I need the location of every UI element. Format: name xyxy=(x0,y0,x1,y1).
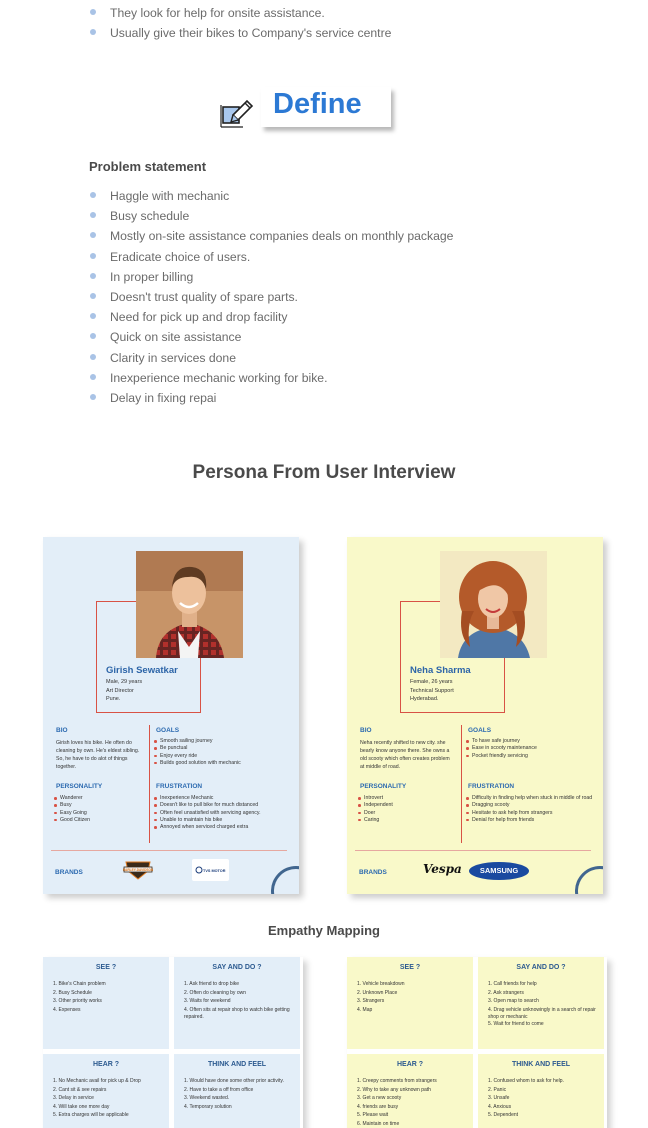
list-item: 2. Cant sit & see repairs xyxy=(53,1086,107,1093)
quadrant-list xyxy=(184,1078,296,1112)
list-item: They look for help for onsite assistance. xyxy=(89,6,391,26)
personality-title: PERSONALITY xyxy=(56,783,103,790)
list-item: Builds good solution with mechanic xyxy=(153,760,293,767)
personality-list xyxy=(357,795,447,824)
list-item: Hesitate to ask help from strangers xyxy=(465,810,597,817)
list-item: 1. No Mechanic avail for pick up & Drop xyxy=(53,1078,141,1084)
list-item: Difficulty in finding help when stuck in middle of road xyxy=(465,795,597,802)
quadrant-title: THINK AND FEEL xyxy=(207,1061,267,1068)
list-item: Enjoy every ride xyxy=(153,753,293,760)
list-item: 5. Wait for friend to come xyxy=(488,1020,544,1027)
define-section-header xyxy=(219,87,394,131)
brands-title: BRANDS xyxy=(359,869,387,876)
list-item: Annoyed when serviced charged extra xyxy=(153,824,295,831)
list-item: Inexperience mechanic working for bike. xyxy=(89,371,453,391)
list-item: In proper billing xyxy=(89,270,453,290)
persona-role: Art Director xyxy=(106,687,134,694)
harley-davidson-logo xyxy=(123,859,153,881)
list-item: 4. Map xyxy=(357,1006,373,1013)
list-item: Clarity in services done xyxy=(89,351,453,371)
list-item: Doer xyxy=(357,810,447,817)
persona-role: Technical Support xyxy=(410,687,454,694)
harley-logo-text: HARLEY-DAVIDSON xyxy=(123,868,153,872)
divider xyxy=(149,725,150,843)
bio-title: BIO xyxy=(56,727,68,734)
quadrant-title: HEAR ? xyxy=(396,1061,424,1068)
decorative-arc xyxy=(43,537,63,577)
hear-quadrant xyxy=(43,1054,169,1128)
persona-card-neha xyxy=(347,537,603,894)
quadrant-title: SEE ? xyxy=(95,964,117,971)
list-item: Often feel unsatisfied with servicing agency. xyxy=(153,810,295,817)
list-item: 2. Unknown Place xyxy=(357,989,398,996)
list-item: 5. Dependent xyxy=(488,1112,519,1118)
list-item: 4. Drag vehicle unknowingly in a search of repair shop or mechanic xyxy=(488,1006,596,1020)
bio-title: BIO xyxy=(360,727,372,734)
quadrant-list xyxy=(53,981,165,1015)
goals-list xyxy=(153,738,293,767)
say-do-quadrant xyxy=(478,957,604,1049)
list-item: 3. Strangers xyxy=(357,998,385,1004)
list-item: 1. Ask friend to drop bike xyxy=(184,981,240,987)
list-item: 2. Busy Schedule xyxy=(53,989,92,996)
divider xyxy=(461,725,462,843)
list-item: 6. Maintain on time xyxy=(357,1120,400,1127)
quadrant-title: THINK AND FEEL xyxy=(511,1061,571,1068)
quadrant-title: SAY AND DO ? xyxy=(516,964,566,971)
list-item: Dragging scooty xyxy=(465,802,597,809)
list-item: Easy Going xyxy=(53,810,143,817)
divider xyxy=(355,850,591,851)
persona-age: Female, 26 years xyxy=(410,679,453,685)
list-item: Independent xyxy=(357,802,447,809)
list-item: Smooth sailing journey xyxy=(153,738,293,745)
empathy-map-neha xyxy=(347,957,607,1128)
quadrant-list xyxy=(488,1078,600,1121)
avatar xyxy=(440,551,547,658)
list-item: Denial for help from friends xyxy=(465,817,597,824)
tvs-logo-text: TVS MOTOR xyxy=(203,869,226,873)
list-item: 1. Call friends for help xyxy=(488,981,537,987)
decorative-arc xyxy=(271,866,299,894)
frustration-list xyxy=(153,795,295,831)
personality-title: PERSONALITY xyxy=(360,783,407,790)
define-title: Define xyxy=(261,87,391,127)
divider xyxy=(51,850,287,851)
quadrant-list xyxy=(357,1078,469,1128)
see-quadrant xyxy=(347,957,473,1049)
quadrant-list xyxy=(53,1078,165,1121)
list-item: Need for pick up and drop facility xyxy=(89,310,453,330)
list-item: Pocket friendly servicing xyxy=(465,753,597,760)
goals-title: GOALS xyxy=(468,727,492,734)
problem-statement-heading: Problem statement xyxy=(89,159,207,174)
list-item: 1. Would have done some other prior activity. xyxy=(184,1078,284,1084)
frustration-title: FRUSTRATION xyxy=(468,783,515,790)
list-item: Ease in scooty maintenance xyxy=(465,745,597,752)
avatar xyxy=(136,551,243,658)
quadrant-title: SAY AND DO ? xyxy=(212,964,262,971)
list-item: 4. Expenses xyxy=(53,1006,81,1013)
list-item: Busy xyxy=(53,802,143,809)
bio-text: Girish loves his bike. He often do cleaning by own. He's eldest sibling. So, he have to do alot of things together. xyxy=(56,740,140,770)
list-item: 3. Get a new scooty xyxy=(357,1095,402,1101)
see-quadrant xyxy=(43,957,169,1049)
persona-name: Neha Sharma xyxy=(410,665,471,676)
persona-info xyxy=(410,678,454,704)
persona-city: Hyderabad. xyxy=(410,696,439,702)
list-item: Good Citizen xyxy=(53,817,143,824)
brands-title: BRANDS xyxy=(55,869,83,876)
persona-name: Girish Sewatkar xyxy=(106,665,178,676)
goals-list xyxy=(465,738,597,760)
decorative-arc xyxy=(347,537,367,577)
tvs-logo xyxy=(192,859,229,881)
empathy-heading: Empathy Mapping xyxy=(268,923,380,938)
list-item: Doesn't trust quality of spare parts. xyxy=(89,290,453,310)
think-feel-quadrant xyxy=(174,1054,300,1128)
persona-age: Male, 29 years xyxy=(106,679,143,685)
list-item: Quick on site assistance xyxy=(89,330,453,350)
list-item: 4. Often sits at repair shop to watch bike getting repaired. xyxy=(184,1006,290,1020)
persona-city: Pune. xyxy=(106,696,121,702)
top-bullet-list xyxy=(89,6,391,46)
persona-heading: Persona From User Interview xyxy=(192,462,456,483)
quadrant-list xyxy=(488,981,600,1029)
frustration-list xyxy=(465,795,597,824)
samsung-logo: SAMSUNG xyxy=(469,862,529,880)
list-item: 3. Unsafe xyxy=(488,1095,510,1101)
list-item: Usually give their bikes to Company's service centre xyxy=(89,26,391,46)
quadrant-title: SEE ? xyxy=(399,964,421,971)
list-item: 3. Delay in service xyxy=(53,1095,94,1101)
list-item: Wanderer xyxy=(53,795,143,802)
list-item: 4. friends are busy xyxy=(357,1103,399,1110)
list-item: 1. Creepy comments from strangers xyxy=(357,1078,437,1084)
list-item: 3. Weekend wasted. xyxy=(184,1095,230,1101)
bio-text: Neha recently shifted to new city. she bearly know anyone there. She owns a old scooty which often creates problem at middle of road. xyxy=(360,740,450,770)
problem-statement-list xyxy=(89,189,453,411)
say-do-quadrant xyxy=(174,957,300,1049)
list-item: 3. Open map to search xyxy=(488,998,539,1004)
list-item: Haggle with mechanic xyxy=(89,189,453,209)
persona-info xyxy=(106,678,142,704)
quadrant-list xyxy=(357,981,469,1015)
persona-card-girish xyxy=(43,537,299,894)
list-item: 4. Will take one more day xyxy=(53,1103,110,1110)
list-item: 2. Panic xyxy=(488,1086,507,1093)
frustration-title: FRUSTRATION xyxy=(156,783,203,790)
list-item: 2. Have to take a off from office xyxy=(184,1086,254,1093)
list-item: Caring xyxy=(357,817,447,824)
list-item: Mostly on-site assistance companies deals on monthly package xyxy=(89,229,453,249)
edit-pencil-icon xyxy=(219,93,255,129)
list-item: 1. Confused whom to ask for help. xyxy=(488,1078,564,1084)
list-item: Doesn't like to pull bike for much distanced xyxy=(153,802,295,809)
goals-title: GOALS xyxy=(156,727,180,734)
hear-quadrant xyxy=(347,1054,473,1128)
list-item: 5. Extra charges will be applicable xyxy=(53,1112,129,1118)
list-item: 4. Temporary solution xyxy=(184,1103,232,1110)
list-item: Be punctual xyxy=(153,745,293,752)
list-item: Eradicate choice of users. xyxy=(89,250,453,270)
personality-list xyxy=(53,795,143,824)
list-item: Delay in fixing repai xyxy=(89,391,453,411)
quadrant-title: HEAR ? xyxy=(92,1061,120,1068)
list-item: 2. Ask strangers xyxy=(488,989,524,996)
list-item: 5. Please wait xyxy=(357,1112,389,1118)
list-item: 3. Other priority works xyxy=(53,998,102,1004)
list-item: Inexperience Mechanic xyxy=(153,795,295,802)
list-item: 4. Anxious xyxy=(488,1103,512,1110)
list-item: 3. Waits for weekend xyxy=(184,998,231,1004)
vespa-logo: Vespa xyxy=(423,862,462,876)
list-item: 2. Why to take any unknown path xyxy=(357,1086,431,1093)
list-item: 1. Vehicle breakdown xyxy=(357,981,405,987)
think-feel-quadrant xyxy=(478,1054,604,1128)
list-item: To have safe journey xyxy=(465,738,597,745)
quadrant-list xyxy=(184,981,296,1021)
empathy-map-girish xyxy=(43,957,303,1128)
list-item: Busy schedule xyxy=(89,209,453,229)
list-item: Unable to maintain his bike xyxy=(153,817,295,824)
decorative-arc xyxy=(575,866,603,894)
list-item: 1. Bike's Chain problem xyxy=(53,981,106,987)
list-item: 2. Often do cleaning by own xyxy=(184,989,246,996)
list-item: Introvert xyxy=(357,795,447,802)
